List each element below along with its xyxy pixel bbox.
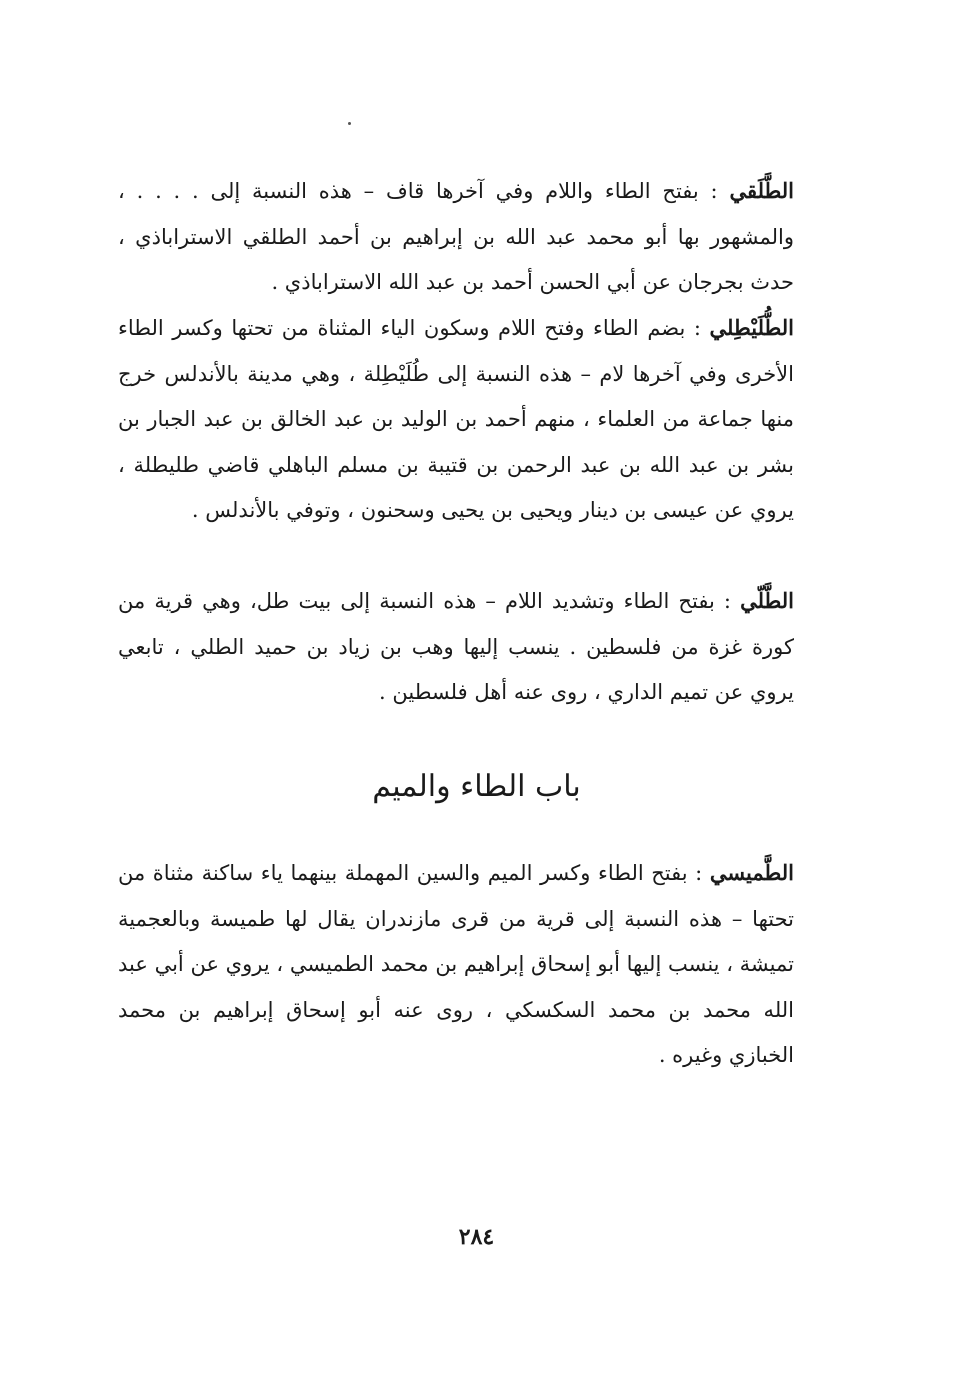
entry-text: : بفتح الطاء واللام وفي آخرها قاف – هذه النسبة إلى . . . . ، والمشهور بها أبو محمد عبد الله بن إبراهيم بن أحمد الطلقي الاستراباذي ، حدث بجرجان عن أبي الحسن أحمد بن عبد الله الاستراباذي .	[118, 179, 794, 294]
section-heading: باب الطاء والميم	[372, 769, 581, 804]
entry-headword: الطَّلَقي	[729, 178, 794, 203]
entry-headword: الطُّلَيْطِلي	[709, 315, 794, 340]
entry-text: : بضم الطاء وفتح اللام وسكون الياء المثناة من تحتها وكسر الطاء الأخرى وفي آخرها لام – هذه النسبة إلى طُلَيْطِلة ، وهي مدينة بالأندلس خرج منها جماعة من العلماء ، منهم أحمد بن الوليد بن عبد الخالق بن عبد الجبار بن بشر بن عبد الله بن عبد الرحمن بن قتيبة بن مسلم الباهلي قاضي طليطلة ، يروي عن عيسى بن دينار ويحيى بن يحيى وسحنون ، وتوفي بالأندلس .	[118, 316, 794, 522]
entry-tulaytuli	[118, 305, 794, 534]
entry-tamisi	[118, 850, 794, 1079]
entry-text: : بفتح الطاء وتشديد اللام – هذه النسبة إلى بيت طل، وهي قرية من كورة غزة من فلسطين . ينسب إليها وهب بن زياد بن حميد الطلي ، تابعي يروي عن تميم الداري ، روى عنه أهل فلسطين .	[118, 589, 794, 704]
entry-headword: الطَّلّي	[740, 588, 794, 613]
entry-talli	[118, 578, 794, 716]
entry-headword: الطَّميسي	[709, 860, 794, 885]
page-number: ٢٨٤	[458, 1224, 495, 1250]
entry-talaqi	[118, 168, 794, 306]
entry-text: : بفتح الطاء وكسر الميم والسين المهملة بينهما ياء ساكنة مثناة من تحتها – هذه النسبة إلى قرية من قرى مازندران يقال لها طميسة وبالعجمية تميشة ، ينسب إليها أبو إسحاق إبراهيم بن محمد الطميسي ، يروي عن أبي عبد الله محمد بن محمد السكسكي ، روى عنه أبو إسحاق إبراهيم بن محمد الخبازي وغيره .	[118, 861, 794, 1067]
ink-speck	[348, 122, 351, 125]
